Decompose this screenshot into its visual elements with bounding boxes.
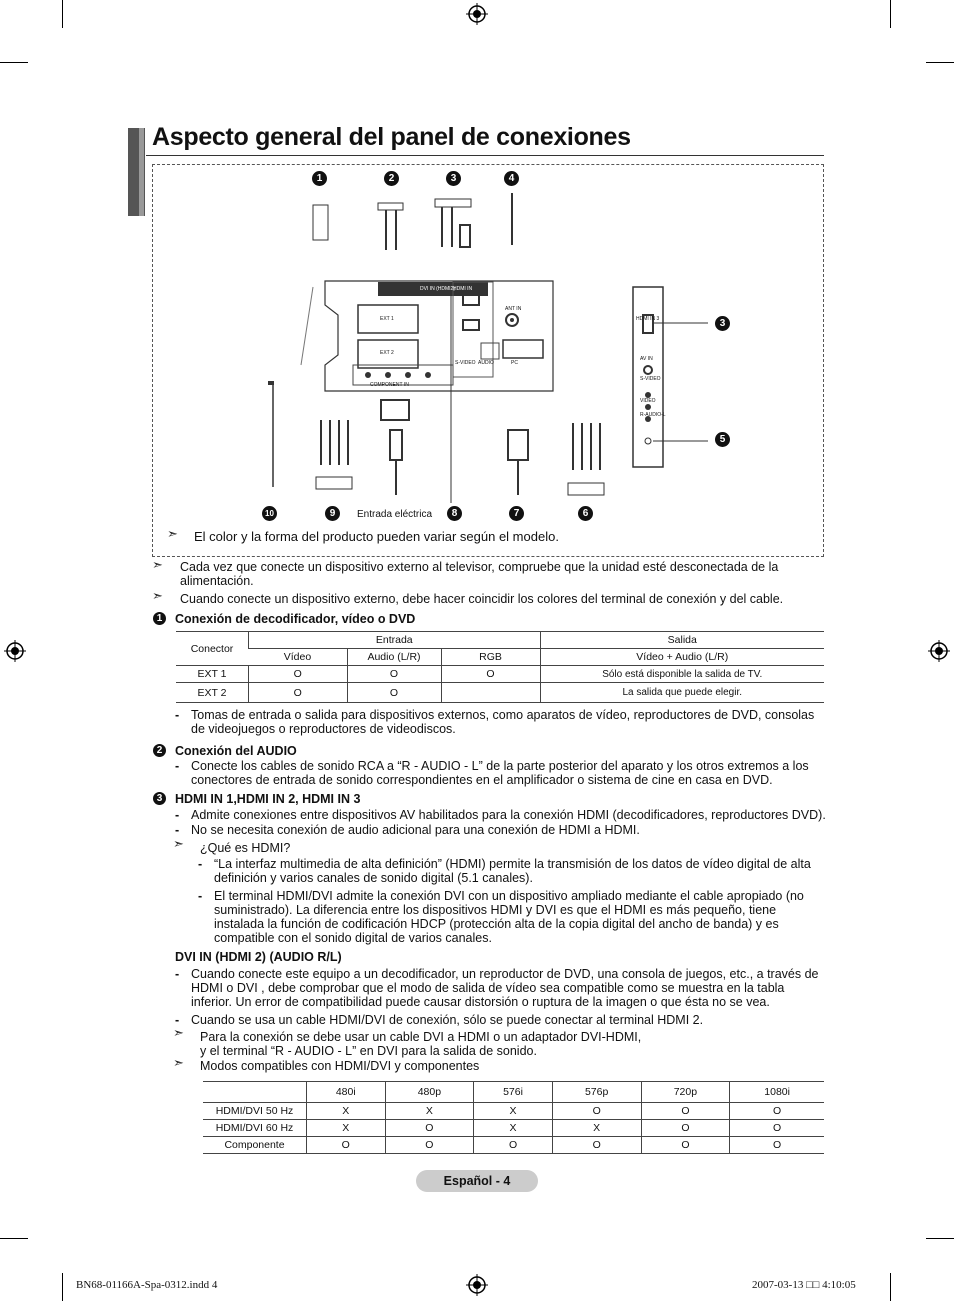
bullet-dash: -: [198, 889, 203, 903]
table-cell: X: [385, 1103, 474, 1120]
table-cell: X: [307, 1120, 386, 1137]
bullet-text: “La interfaz multimedia de alta definición” (HDMI) permite la transmisión de los datos de vídeo digital de alta definición y varios canales de sonido digital (5.1 canales).: [214, 857, 811, 885]
bullet-dash: -: [175, 823, 180, 837]
note-text: Para la conexión se debe usar un cable DVI a HDMI o un adaptador DVI-HDMI,: [200, 1030, 642, 1044]
table-cell: Componente: [203, 1137, 307, 1154]
table-cell: X: [552, 1120, 641, 1137]
section-number: 3: [153, 792, 166, 805]
panel-label: PC: [511, 360, 518, 366]
note-arrow-icon: ➣: [173, 836, 184, 851]
side-panel-label: S-VIDEO: [640, 376, 661, 382]
panel-label: EXT 2: [380, 350, 394, 356]
table-subheader: Vídeo + Audio (L/R): [540, 649, 824, 666]
file-name: BN68-01166A-Spa-0312.indd 4: [76, 1279, 218, 1291]
panel-label: S-VIDEO: [455, 360, 476, 366]
note-text: Cuando conecte un dispositivo externo, debe hacer coincidir los colores del terminal de conexión y del cable.: [180, 592, 784, 606]
compatibility-table: [203, 1081, 824, 1154]
table-cell: O: [249, 683, 348, 703]
registration-mark-icon: [466, 3, 488, 25]
diagram-note: El color y la forma del producto pueden variar según el modelo.: [194, 529, 559, 544]
callout-number: 3: [715, 316, 730, 331]
note-arrow-icon: ➣: [152, 588, 163, 603]
callout-number: 6: [578, 506, 593, 521]
table-cell: X: [474, 1103, 553, 1120]
table-cell: O: [347, 666, 441, 683]
crop-mark: [890, 1273, 891, 1301]
table-header: 576i: [474, 1082, 553, 1103]
note-arrow-icon: ➣: [167, 526, 178, 541]
bullet-dash: -: [175, 759, 180, 773]
registration-mark-icon: [4, 640, 26, 662]
table-cell: O: [552, 1103, 641, 1120]
crop-mark: [0, 62, 28, 63]
table-header: 1080i: [730, 1082, 824, 1103]
table-header: Salida: [540, 632, 824, 649]
table-cell: HDMI/DVI 50 Hz: [203, 1103, 307, 1120]
connector-table: [176, 631, 824, 703]
page-title: Aspecto general del panel de conexiones: [152, 123, 631, 151]
note-text: Modos compatibles con HDMI/DVI y componentes: [200, 1059, 480, 1073]
table-cell: O: [441, 666, 540, 683]
table-cell: O: [385, 1120, 474, 1137]
crop-mark: [62, 0, 63, 28]
bullet-text: Cuando se usa un cable HDMI/DVI de conexión, sólo se puede conectar al terminal HDMI 2.: [191, 1013, 704, 1027]
crop-mark: [62, 1273, 63, 1301]
bullet-dash: -: [175, 967, 180, 981]
note-text: y el terminal “R - AUDIO - L” en DVI para la salida de sonido.: [200, 1044, 537, 1058]
title-rule: [146, 155, 824, 156]
table-cell: O: [347, 683, 441, 703]
bullet-dash: -: [198, 857, 203, 871]
callout-number: 4: [504, 171, 519, 186]
crop-mark: [890, 0, 891, 28]
print-timestamp: 2007-03-13 □□ 4:10:05: [752, 1279, 856, 1291]
side-panel-label: AV IN: [640, 356, 653, 362]
note-text: Cada vez que conecte un dispositivo externo al televisor, compruebe que la unidad esté desconectada de la alimentación.: [180, 560, 779, 588]
table-cell: O: [552, 1137, 641, 1154]
callout-number: 10: [262, 506, 277, 521]
connection-diagram: [153, 165, 823, 525]
power-input-label: Entrada eléctrica: [357, 509, 433, 520]
side-panel-label: HDMI IN 3: [636, 316, 660, 322]
table-cell: O: [307, 1137, 386, 1154]
panel-label: HDMI IN: [453, 286, 473, 292]
table-cell: O: [385, 1137, 474, 1154]
panel-label: ANT IN: [505, 306, 522, 312]
bullet-text: Cuando conecte este equipo a un decodificador, un reproductor de DVD, una consola de juegos, etc., a través de HDMI o DVI , debe comprobar que el modo de salida de vídeo sea compatible como se muestra en la tabla inferior. Un error de compatibilidad puede causar distorsión o ruptura de la imagen o que ésta no se vea.: [191, 967, 819, 1009]
table-cell: O: [249, 666, 348, 683]
callout-number: 8: [447, 506, 462, 521]
table-header: 480p: [385, 1082, 474, 1103]
section-heading: Conexión de decodificador, vídeo o DVD: [175, 612, 416, 626]
registration-mark-icon: [466, 1274, 488, 1296]
table-cell: HDMI/DVI 60 Hz: [203, 1120, 307, 1137]
table-cell: EXT 1: [176, 666, 249, 683]
crop-mark: [926, 62, 954, 63]
bullet-dash: -: [175, 808, 180, 822]
table-cell: O: [730, 1103, 824, 1120]
table-header: [203, 1082, 307, 1103]
bullet-dash: -: [175, 1013, 180, 1027]
section-number: 1: [153, 612, 166, 625]
table-header: Entrada: [249, 632, 541, 649]
section-number: 2: [153, 744, 166, 757]
bullet-text: No se necesita conexión de audio adicional para una conexión de HDMI a HDMI.: [191, 823, 640, 837]
section-heading: Conexión del AUDIO: [175, 744, 297, 758]
table-cell: O: [474, 1137, 553, 1154]
table-cell: O: [641, 1137, 730, 1154]
table-cell: La salida que puede elegir.: [540, 683, 824, 703]
table-cell: Sólo está disponible la salida de TV.: [540, 666, 824, 683]
side-panel-label: VIDEO: [640, 398, 656, 404]
table-subheader: Vídeo: [249, 649, 348, 666]
panel-label: DVI IN (HDMI2): [420, 286, 455, 292]
crop-mark: [926, 1238, 954, 1239]
table-header: 576p: [552, 1082, 641, 1103]
table-cell: O: [641, 1103, 730, 1120]
callout-number: 7: [509, 506, 524, 521]
note-arrow-icon: ➣: [173, 1055, 184, 1070]
title-accent-bar: [139, 128, 144, 216]
bullet-text: Tomas de entrada o salida para dispositivos externos, como aparatos de vídeo, reproductores de DVD, consolas de videojuegos o reproductores de videodiscos.: [191, 708, 815, 736]
callout-number: 9: [325, 506, 340, 521]
bullet-dash: -: [175, 708, 180, 722]
table-cell: O: [730, 1137, 824, 1154]
table-cell: X: [307, 1103, 386, 1120]
section-heading: HDMI IN 1,HDMI IN 2, HDMI IN 3: [175, 792, 361, 806]
panel-label: COMPONENT IN: [370, 382, 409, 388]
bullet-text: El terminal HDMI/DVI admite la conexión DVI con un dispositivo ampliado mediante el cable apropiado (no suministrado). La diferencia entre los dispositivos HDMI y DVI es que el HDMI es más pequeño, tiene instalada la función de codificación HDCP (protección alta de la copia digital del ancho de banda) y es compatible con el sonido digital de varios canales.: [214, 889, 804, 945]
table-cell: X: [474, 1120, 553, 1137]
callout-number: 3: [446, 171, 461, 186]
table-header: 480i: [307, 1082, 386, 1103]
table-header: 720p: [641, 1082, 730, 1103]
note-arrow-icon: ➣: [173, 1025, 184, 1040]
callout-number: 5: [715, 432, 730, 447]
table-subheader: Audio (L/R): [347, 649, 441, 666]
bullet-text: Conecte los cables de sonido RCA a “R - AUDIO - L” de la parte posterior del aparato y los otros extremos a los conectores de entrada de sonido correspondientes en el amplificador o sistema de cine en casa en DVD.: [191, 759, 809, 787]
callout-number: 1: [312, 171, 327, 186]
page-number-badge: Español - 4: [416, 1170, 538, 1192]
crop-mark: [0, 1238, 28, 1239]
bullet-text: Admite conexiones entre dispositivos AV habilitados para la conexión HDMI (decodificadores, reproductores DVD).: [191, 808, 826, 822]
table-cell: EXT 2: [176, 683, 249, 703]
side-panel-label: R-AUDIO-L: [640, 412, 666, 418]
table-subheader: RGB: [441, 649, 540, 666]
note-text: ¿Qué es HDMI?: [200, 841, 291, 855]
panel-label: EXT 1: [380, 316, 394, 322]
table-cell: O: [641, 1120, 730, 1137]
note-arrow-icon: ➣: [152, 557, 163, 572]
table-cell: O: [730, 1120, 824, 1137]
table-header: Conector: [176, 632, 249, 666]
callout-number: 2: [384, 171, 399, 186]
registration-mark-icon: [928, 640, 950, 662]
section-heading: DVI IN (HDMI 2) (AUDIO R/L): [175, 950, 342, 964]
panel-label: AUDIO: [478, 360, 494, 366]
table-cell: [441, 683, 540, 703]
